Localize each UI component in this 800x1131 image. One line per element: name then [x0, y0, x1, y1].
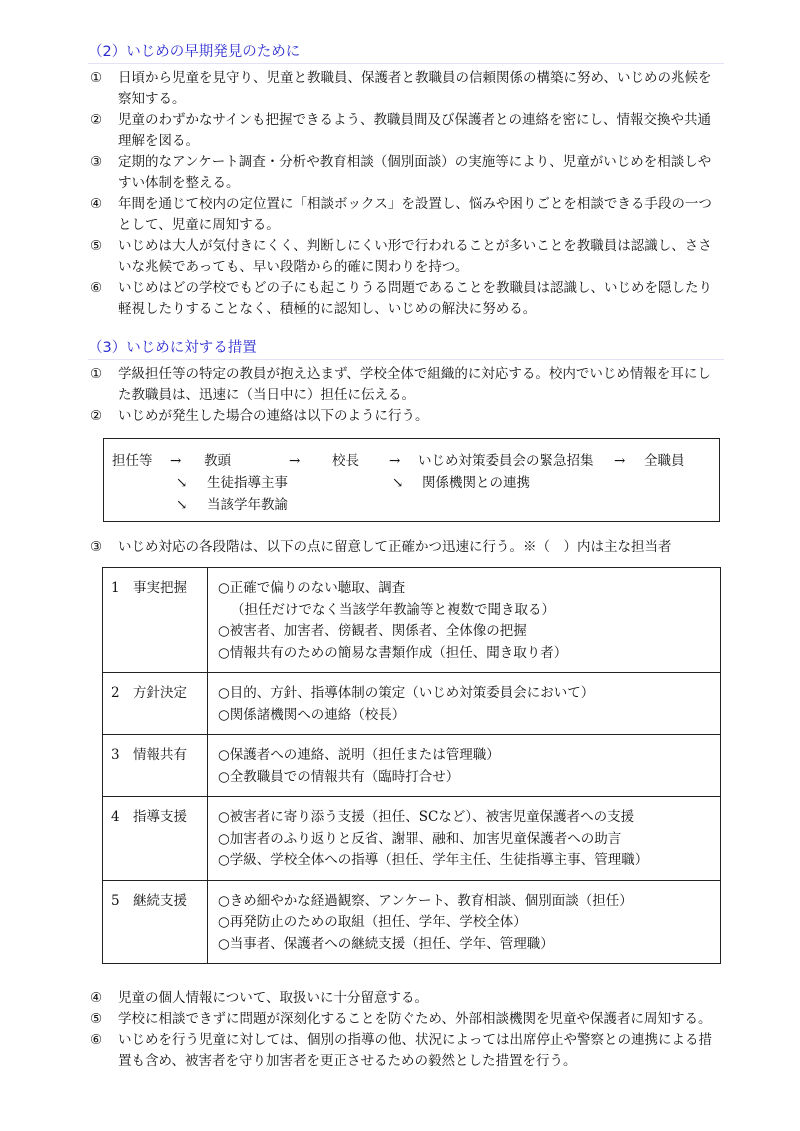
item-text: 年間を通じて校内の定位置に「相談ボックス」を設置し、悩みや困りごとを相談できる手段の一つとして、児童に周知する。 — [118, 196, 712, 233]
table-row — [103, 568, 721, 673]
item-text: 学級担任等の特定の教員が抱え込まず、学校全体で組織的に対応する。校内でいじめ情報を耳にした教職員は、迅速に（当日中に）担任に伝える。 — [118, 366, 711, 403]
step-content-cell — [208, 735, 721, 797]
step-line: ○全教職員での情報共有（臨時打合せ） — [218, 768, 460, 785]
contact-flow-box — [103, 438, 720, 522]
step-line: ○きめ細やかな経過観察、アンケート、教育相談、個別面談（担任） — [218, 892, 633, 909]
list-item — [90, 406, 722, 427]
flow-sub-student-guidance: 生徒指導主事 — [207, 475, 288, 491]
step-number: 4 — [111, 809, 120, 825]
step-line: ○被害者に寄り添う支援（担任、SCなど）、被害児童保護者への支援 — [218, 809, 635, 825]
item-text: いじめが発生した場合の連絡は以下のように行う。 — [118, 408, 429, 424]
step-label-cell — [103, 568, 208, 673]
step-line: ○正確で偏りのない聴取、調査 — [218, 580, 406, 596]
flow-sub-grade-teachers: 当該学年教諭 — [207, 497, 288, 513]
step-label: 指導支援 — [133, 809, 187, 825]
section-title-early-detection: （2）いじめの早期発見のために — [88, 42, 724, 64]
step-content-cell — [208, 673, 721, 735]
list-item — [90, 988, 722, 1009]
item-number: ③ — [90, 154, 103, 170]
item-number: ② — [90, 408, 103, 424]
item-number: ① — [90, 366, 103, 382]
step-content-cell — [208, 880, 721, 964]
table-row — [103, 880, 721, 964]
table-row — [103, 797, 721, 881]
item-text: 学校に相談できずに問題が深刻化することを防ぐため、外部相談機関を児童や保護者に周知する。 — [118, 1011, 712, 1027]
list-item — [90, 364, 722, 406]
step-label: 情報共有 — [133, 747, 187, 763]
item-text: いじめはどの学校でもどの子にも起こりうる問題であることを教職員は認識し、いじめを隠したり軽視したりすることなく、積極的に認知し、いじめの解決に努める。 — [118, 280, 712, 317]
step-content-cell — [208, 797, 721, 881]
step-label-cell — [103, 880, 208, 964]
step-line: ○当事者、保護者への継続支援（担任、学年、管理職） — [218, 935, 554, 952]
item-number: ④ — [90, 196, 103, 212]
arrow-diagonal-icon: ↘ — [392, 475, 404, 491]
step-label: 方針決定 — [133, 685, 187, 701]
flow-start: 担任等 — [112, 453, 153, 469]
flow-step-principal: 校長 — [332, 453, 359, 469]
section-title-response-measures: （3）いじめに対する措置 — [88, 338, 724, 360]
list-item — [90, 1009, 722, 1030]
list-item — [90, 152, 722, 194]
step-number: 1 — [111, 580, 120, 596]
list-item — [90, 236, 722, 278]
flow-step-vice-principal: 教頭 — [204, 453, 231, 469]
arrow-right-icon: → — [389, 453, 401, 469]
step-label-cell — [103, 735, 208, 797]
item-text: いじめを行う児童に対しては、個別の指導の他、状況によっては出席停止や警察との連携による措置も含め、被害者を守り加害者を更正させるための毅然とした措置を行う。 — [118, 1032, 712, 1069]
step-line: ○再発防止のための取組（担任、学年、学校全体） — [218, 914, 527, 930]
step-label-cell — [103, 673, 208, 735]
arrow-diagonal-icon: ↘ — [176, 497, 188, 513]
item-text: 児童の個人情報について、取扱いに十分留意する。 — [118, 990, 428, 1006]
response-list-a — [90, 364, 722, 427]
item-number: ① — [90, 70, 103, 86]
item-text: いじめは大人が気付きにくく、判断しにくい形で行われることが多いことを教職員は認識し、ささいな兆候であっても、早い段階から的確に関わりを持つ。 — [118, 238, 712, 275]
step-line: ○関係諸機関への連絡（校長） — [218, 706, 406, 723]
table-row — [103, 735, 721, 797]
step-line: ○被害者、加害者、傍観者、関係者、全体像の把握 — [218, 623, 527, 639]
step-line: ○目的、方針、指導体制の策定（いじめ対策委員会において） — [218, 685, 595, 701]
item-text: 定期的なアンケート調査・分析や教育相談（個別面談）の実施等により、児童がいじめを相談しやすい体制を整える。 — [118, 154, 712, 191]
item-number: ⑤ — [90, 1011, 103, 1027]
arrow-right-icon: → — [289, 453, 301, 469]
item-number: ⑥ — [90, 280, 103, 296]
item-text: 児童のわずかなサインも把握できるよう、教職員間及び保護者との連絡を密にし、情報交換や共通理解を図る。 — [118, 112, 712, 149]
item-number: ③ — [90, 539, 103, 555]
response-item-3 — [90, 537, 722, 558]
item-number: ⑤ — [90, 238, 103, 254]
item-number: ② — [90, 112, 103, 128]
list-item — [90, 537, 722, 558]
step-number: 5 — [111, 892, 120, 909]
step-line: ○情報共有のための簡易な書類作成（担任、聞き取り者） — [218, 644, 568, 661]
step-label: 事実把握 — [133, 580, 187, 596]
step-line: ○学級、学校全体への指導（担任、学年主任、生徒指導主事、管理職） — [218, 852, 649, 868]
arrow-right-icon: → — [170, 453, 182, 469]
step-label-cell — [103, 797, 208, 881]
list-item — [90, 1030, 722, 1072]
step-number: 2 — [111, 685, 120, 701]
step-number: 3 — [111, 747, 120, 763]
list-item — [90, 194, 722, 236]
step-content-cell — [208, 568, 721, 673]
arrow-diagonal-icon: ↘ — [176, 475, 188, 491]
step-line: （担任だけでなく当該学年教諭等と複数で聞き取る） — [231, 601, 555, 618]
item-text: いじめ対応の各段階は、以下の点に留意して正確かつ迅速に行う。※（ ）内は主な担当者 — [118, 539, 672, 555]
list-item — [90, 278, 722, 320]
response-list-b — [90, 988, 722, 1072]
step-line: ○保護者への連絡、説明（担任または管理職） — [218, 747, 500, 763]
flow-sub-external-agencies: 関係機関との連携 — [422, 475, 530, 491]
table-row — [103, 673, 721, 735]
flow-step-committee: いじめ対策委員会の緊急招集 — [418, 453, 594, 469]
list-item — [90, 68, 722, 110]
list-item — [90, 110, 722, 152]
early-detection-list — [90, 68, 722, 320]
item-text: 日頃から児童を見守り、児童と教職員、保護者と教職員の信頼関係の構築に努め、いじめの兆候を察知する。 — [118, 70, 712, 107]
item-number: ④ — [90, 990, 103, 1006]
step-label: 継続支援 — [133, 892, 187, 909]
item-number: ⑥ — [90, 1032, 103, 1048]
arrow-right-icon: → — [614, 453, 626, 469]
flow-step-all-staff: 全職員 — [644, 453, 685, 469]
response-steps-table — [102, 567, 721, 964]
step-line: ○加害者のふり返りと反省、謝罪、融和、加害児童保護者への助言 — [218, 830, 622, 847]
